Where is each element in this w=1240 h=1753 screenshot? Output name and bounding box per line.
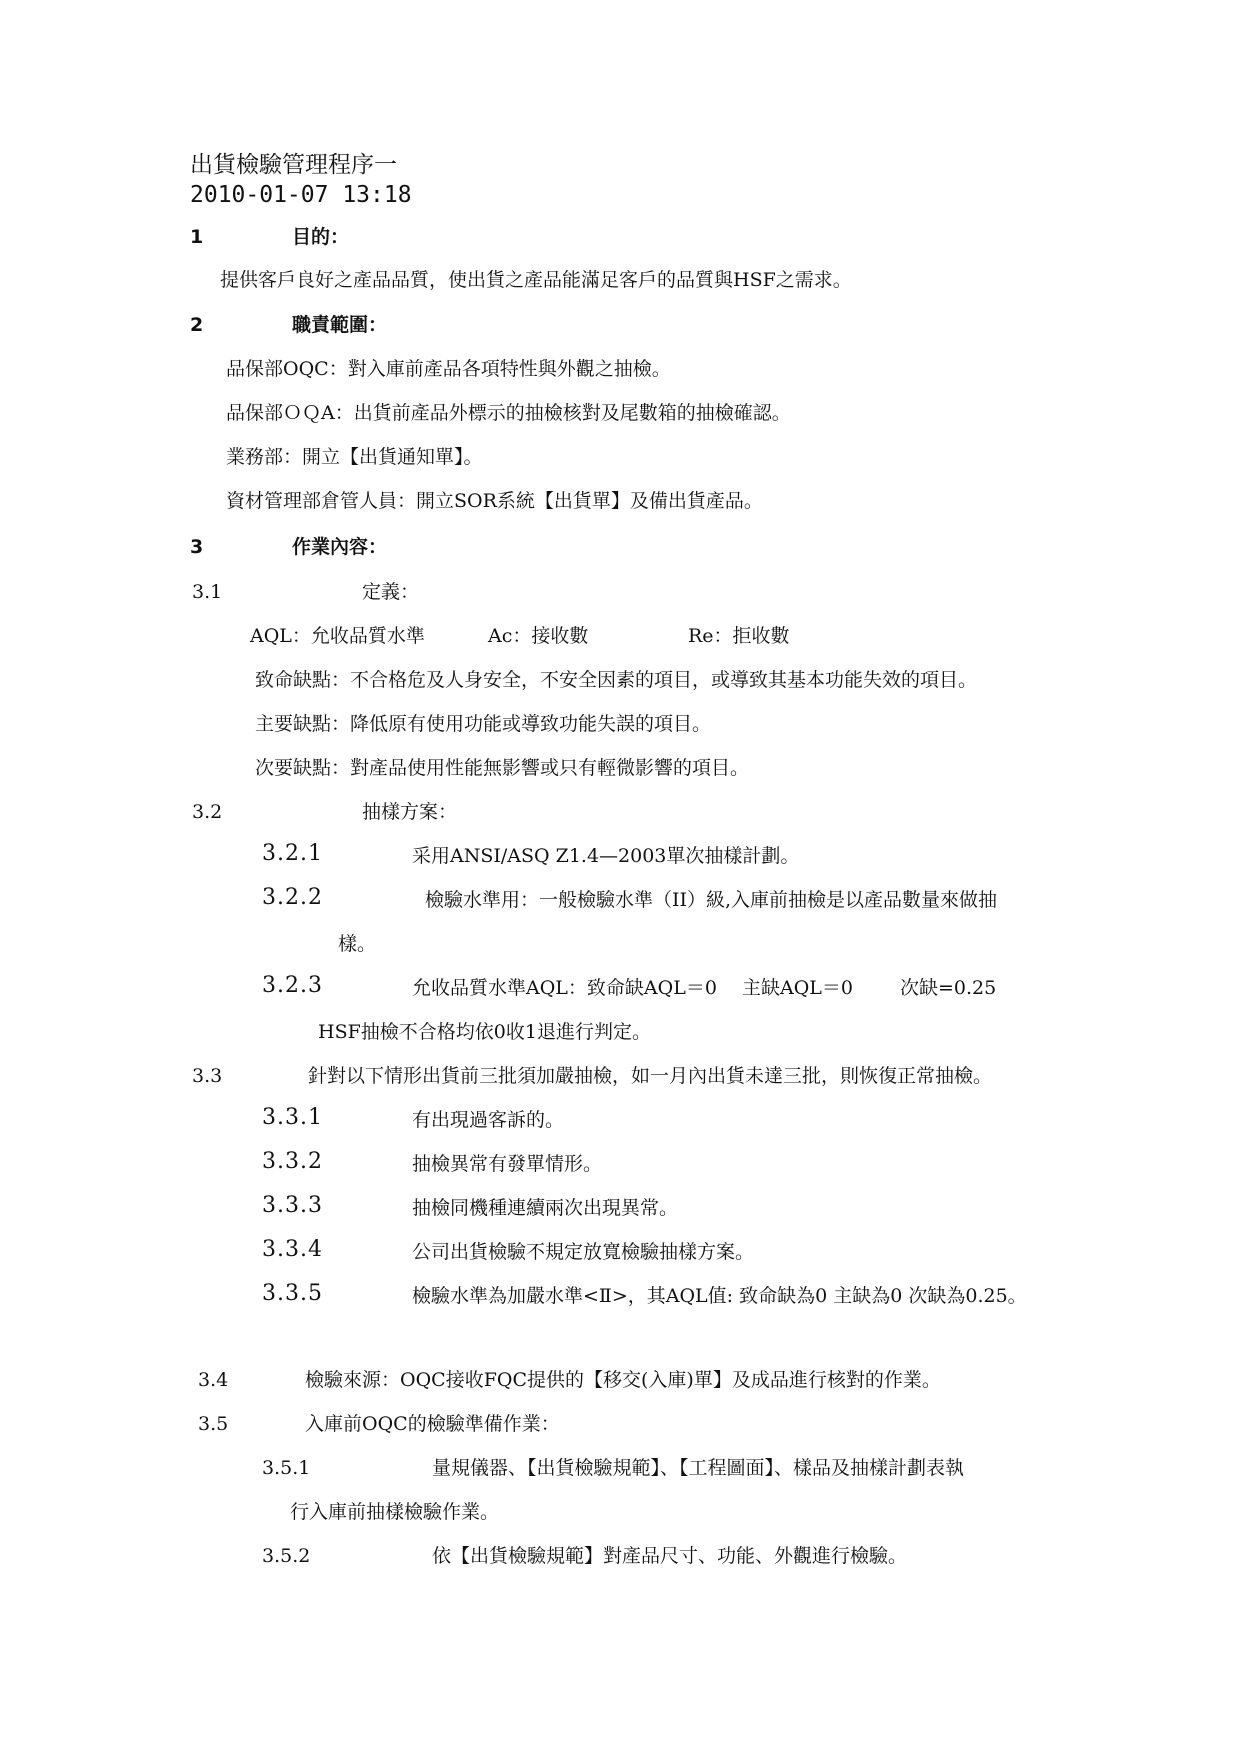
s32-item3-aql-major: 主缺AQL＝0	[742, 977, 854, 999]
s33-item2-number: 3.3.2	[262, 1149, 323, 1174]
s32-item3-continuation: HSF抽檢不合格均依0收1退進行判定。	[318, 1021, 651, 1043]
s31-def-critical: 致命缺點：不合格危及人身安全，不安全因素的項目，或導致其基本功能失效的項目。	[255, 669, 978, 691]
section2-item-warehouse: 資材管理部倉管人員：開立SOR系統【出貨單】及備出貨產品。	[226, 490, 763, 512]
s32-item1-number: 3.2.1	[262, 841, 323, 866]
document-title: 出貨檢驗管理程序一	[190, 152, 397, 178]
s33-item5-number: 3.3.5	[262, 1281, 323, 1306]
s31-ac: Ac：接收數	[488, 625, 589, 647]
s31-def-minor: 次要缺點：對產品使用性能無影響或只有輕微影響的項目。	[255, 757, 750, 779]
s35-item1-text: 量規儀器、【出貨檢驗規範】、【工程圖面】、樣品及抽樣計劃表執	[432, 1457, 965, 1479]
section1-number: 1	[190, 226, 204, 248]
s31-aql: AQL：允收品質水準	[250, 625, 425, 647]
s32-item3-aql-critical: 允收品質水準AQL：致命缺AQL＝0	[412, 977, 717, 999]
s33-item2-text: 抽檢異常有發單情形。	[412, 1153, 603, 1175]
s33-item1-number: 3.3.1	[262, 1105, 323, 1130]
s35-number: 3.5	[198, 1413, 229, 1435]
s33-item3-text: 抽檢同機種連續兩次出現異常。	[412, 1197, 679, 1219]
section2-item-sales: 業務部：開立【出貨通知單】。	[226, 446, 483, 468]
s35-item2-number: 3.5.2	[262, 1545, 311, 1567]
s33-item4-number: 3.3.4	[262, 1237, 323, 1262]
s33-item1-text: 有出現過客訴的。	[412, 1109, 565, 1131]
s31-re: Re：拒收數	[688, 625, 790, 647]
section2-item-oqa: 品保部ＯＱA：出貨前產品外標示的抽檢核對及尾數箱的抽檢確認。	[226, 402, 791, 424]
s34-number: 3.4	[198, 1369, 229, 1391]
s35-item2-text: 依【出貨檢驗規範】對產品尺寸、功能、外觀進行檢驗。	[432, 1545, 908, 1567]
s34-text: 檢驗來源：OQC接收FQC提供的【移交(入庫)單】及成品進行核對的作業。	[305, 1369, 941, 1391]
s31-def-major: 主要缺點：降低原有使用功能或導致功能失誤的項目。	[255, 713, 712, 735]
s35-text: 入庫前OQC的檢驗準備作業：	[305, 1413, 560, 1435]
s32-title: 抽樣方案：	[362, 801, 458, 823]
s35-item1-continuation: 行入庫前抽樣檢驗作業。	[290, 1501, 500, 1523]
section3-heading: 作業內容：	[292, 536, 388, 558]
s33-item5-text: 檢驗水準為加嚴水準<Ⅱ>，其AQL值: 致命缺為0 主缺為0 次缺為0.25。	[412, 1285, 1027, 1307]
s33-item4-text: 公司出貨檢驗不規定放寬檢驗抽樣方案。	[412, 1241, 755, 1263]
section1-text: 提供客戶良好之產品品質，使出貨之產品能滿足客戶的品質與HSF之需求。	[220, 269, 852, 291]
document-timestamp: 2010-01-07 13:18	[190, 182, 412, 208]
s32-number: 3.2	[192, 801, 223, 823]
s32-item3-number: 3.2.3	[262, 973, 323, 998]
section2-heading: 職責範圍：	[292, 314, 388, 336]
section1-heading: 目的：	[292, 226, 350, 248]
s33-item3-number: 3.3.3	[262, 1193, 323, 1218]
s31-number: 3.1	[192, 581, 223, 603]
section2-number: 2	[190, 314, 204, 336]
section3-number: 3	[190, 536, 204, 558]
s32-item2-text: 檢驗水準用：一般檢驗水準（II）級,入庫前抽檢是以產品數量來做抽	[425, 889, 998, 911]
s31-title: 定義：	[362, 581, 420, 603]
s32-item1-text: 采用ANSI/ASQ Z1.4—2003單次抽樣計劃。	[412, 845, 800, 867]
s33-text: 針對以下情形出貨前三批須加嚴抽檢，如一月內出貨未達三批，則恢復正常抽檢。	[308, 1065, 993, 1087]
section2-item-oqc: 品保部OQC：對入庫前產品各項特性與外觀之抽檢。	[226, 358, 671, 380]
s33-number: 3.3	[192, 1065, 223, 1087]
s32-item2-number: 3.2.2	[262, 885, 323, 910]
s32-item3-aql-minor: 次缺=0.25	[900, 977, 997, 999]
s32-item2-continuation: 樣。	[338, 933, 377, 955]
s35-item1-number: 3.5.1	[262, 1457, 311, 1479]
